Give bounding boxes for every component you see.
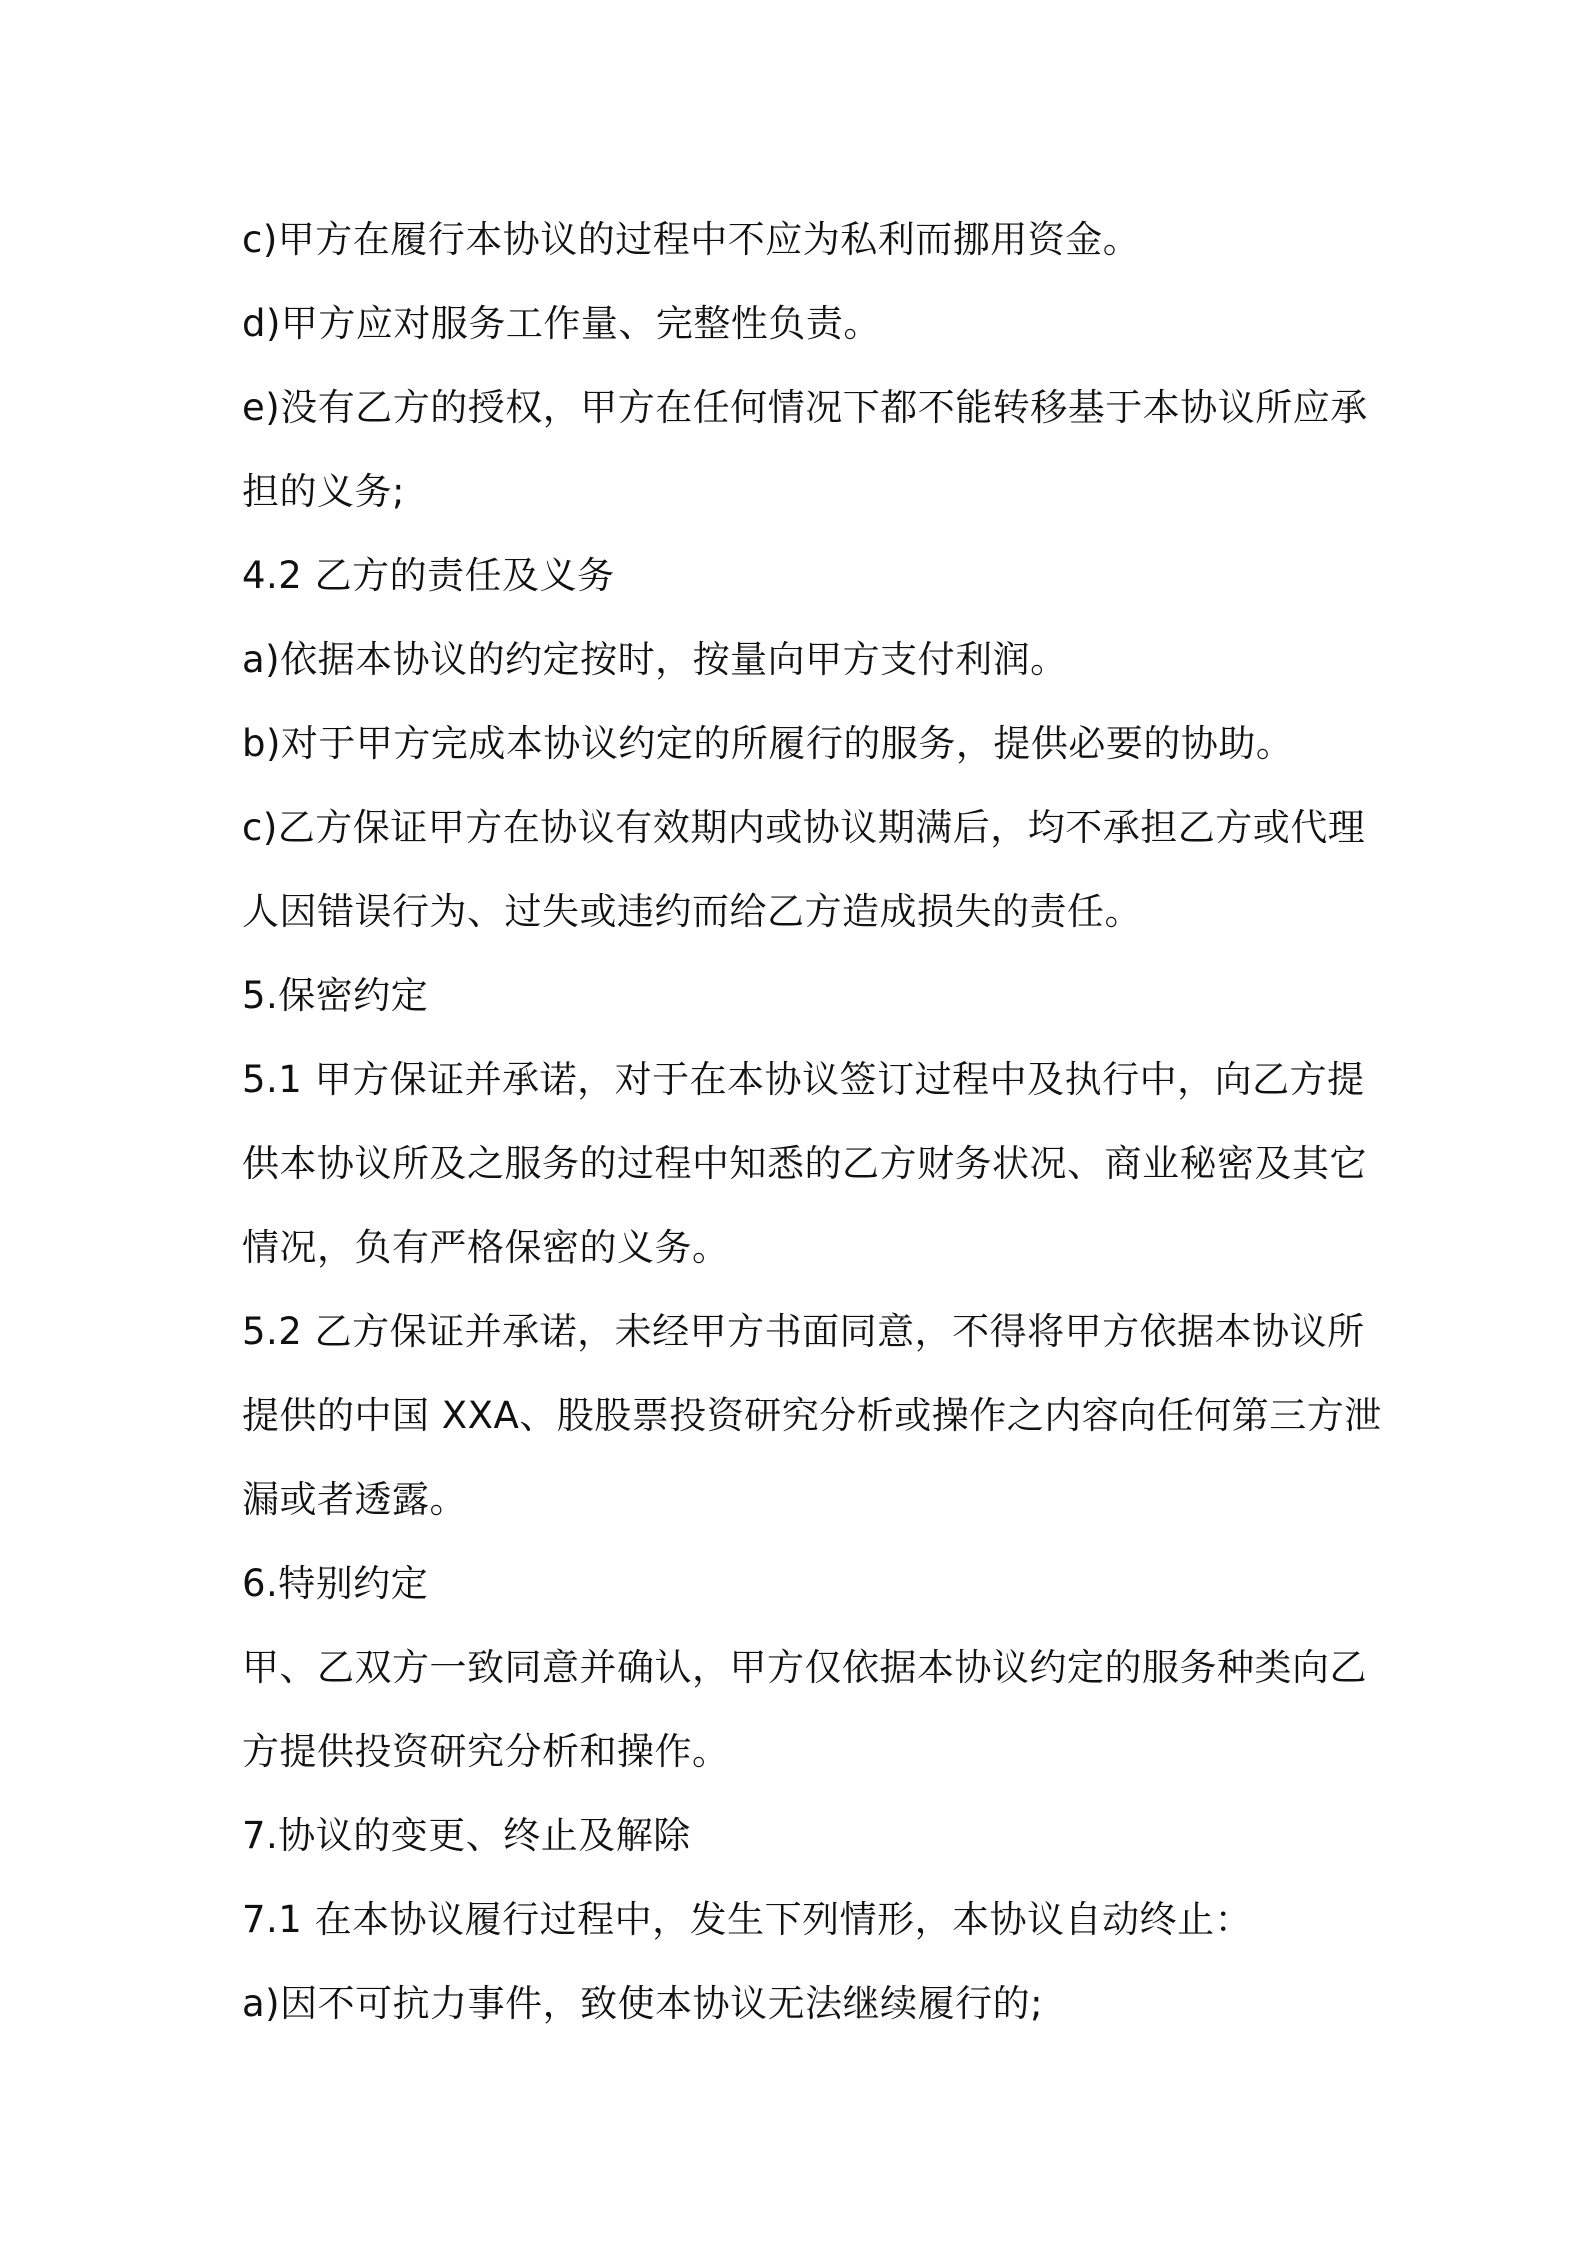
text-line: a)因不可抗力事件，致使本协议无法继续履行的; <box>242 1982 1044 2025</box>
text-line: 供本协议所及之服务的过程中知悉的乙方财务状况、商业秘密及其它 <box>242 1142 1367 1185</box>
text-line: 情况，负有严格保密的义务。 <box>242 1226 730 1269</box>
text-line: b)对于甲方完成本协议约定的所履行的服务，提供必要的协助。 <box>242 722 1294 765</box>
text-line: d)甲方应对服务工作量、完整性负责。 <box>242 302 881 345</box>
section-heading: 7.协议的变更、终止及解除 <box>242 1814 691 1857</box>
section-heading: 5.保密约定 <box>242 974 429 1017</box>
text-line: 5.2 乙方保证并承诺，未经甲方书面同意，不得将甲方依据本协议所 <box>242 1310 1365 1353</box>
section-heading: 6.特别约定 <box>242 1562 429 1605</box>
text-line: e)没有乙方的授权，甲方在任何情况下都不能转移基于本协议所应承 <box>242 386 1368 429</box>
text-line: 漏或者透露。 <box>242 1478 467 1521</box>
text-line: 7.1 在本协议履行过程中，发生下列情形，本协议自动终止： <box>242 1898 1253 1941</box>
section-heading: 4.2 乙方的责任及义务 <box>242 554 615 597</box>
text-line: c)甲方在履行本协议的过程中不应为私利而挪用资金。 <box>242 218 1141 261</box>
text-line: 甲、乙双方一致同意并确认，甲方仅依据本协议约定的服务种类向乙 <box>242 1646 1367 1689</box>
text-line: 人因错误行为、过失或违约而给乙方造成损失的责任。 <box>242 890 1142 933</box>
text-line: 担的义务; <box>242 470 405 513</box>
text-line: 5.1 甲方保证并承诺，对于在本协议签订过程中及执行中，向乙方提 <box>242 1058 1365 1101</box>
text-line: 方提供投资研究分析和操作。 <box>242 1730 730 1773</box>
document-body <box>242 198 1382 2046</box>
text-line: a)依据本协议的约定按时，按量向甲方支付利润。 <box>242 638 1068 681</box>
text-line: c)乙方保证甲方在协议有效期内或协议期满后，均不承担乙方或代理 <box>242 806 1366 849</box>
text-line: 提供的中国 XXA、股股票投资研究分析或操作之内容向任何第三方泄 <box>242 1394 1382 1437</box>
